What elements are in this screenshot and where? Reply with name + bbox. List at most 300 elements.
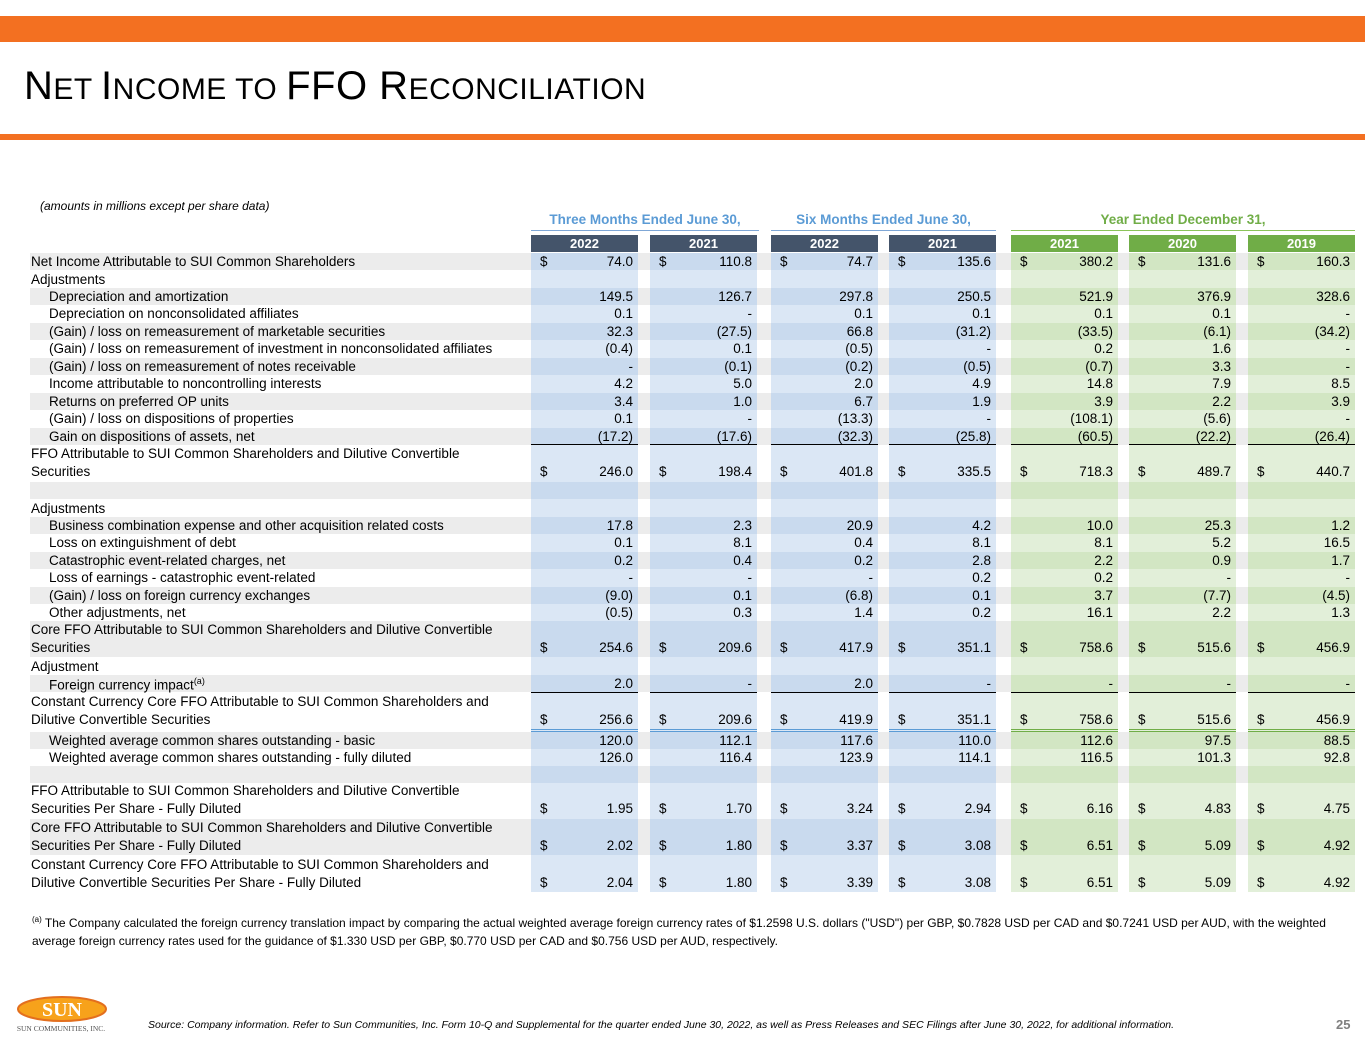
value: 5.09	[1204, 838, 1231, 853]
value: 149.5	[599, 289, 633, 304]
value: -	[1345, 411, 1350, 426]
value-cell	[650, 393, 757, 410]
value-cell	[889, 856, 996, 892]
value: 209.6	[718, 712, 752, 727]
value: (32.3)	[837, 429, 873, 444]
value-cell	[531, 500, 638, 517]
value-cell	[1129, 693, 1236, 729]
value-cell	[771, 253, 878, 270]
dollar-sign: $	[1257, 875, 1265, 890]
value-cell	[1011, 552, 1118, 569]
value: 8.5	[1331, 376, 1350, 391]
value-cell	[889, 271, 996, 288]
table-row	[0, 393, 1365, 410]
underline	[1129, 692, 1236, 693]
footnote: $^{(a)}$ The Company calculated the foreign currency translation impact by comparing the actual weighted average foreign currency rates of $1.2598 U.S. dollars ("USD") per GBP, $0.7828 USD per CAD and $0.7241 USD per AUD, with the weighted average foreign currency rates used for the guidance of $1.330 USD per GBP, $0.770 USD per CAD and $0.756 USD per AUD, respectively.	[32, 915, 1326, 948]
table-row	[0, 856, 1365, 892]
value: 16.1	[1086, 605, 1113, 620]
dollar-sign: $	[780, 838, 788, 853]
row-label: Adjustments	[31, 501, 106, 516]
value: 0.2	[972, 570, 991, 585]
value: 328.6	[1316, 289, 1350, 304]
value: 16.5	[1323, 535, 1350, 550]
value-cell	[1129, 856, 1236, 892]
dollar-sign: $	[898, 838, 906, 853]
column-band-shade	[889, 766, 996, 783]
value-cell	[1248, 305, 1355, 322]
value: -	[747, 570, 752, 585]
value: -	[1345, 341, 1350, 356]
table-row	[0, 621, 1365, 657]
source-note: Source: Company information. Refer to Sun Communities, Inc. Form 10-Q and Supplemental for the quarter ended June 30, 2022, as well as Press Releases and SEC Filings after June 30, 2022, for additional information.	[148, 1019, 1175, 1031]
value-cell	[1129, 749, 1236, 766]
value: 2.0	[854, 376, 873, 391]
value-cell	[1248, 340, 1355, 357]
value-cell	[1248, 552, 1355, 569]
value-cell	[771, 428, 878, 445]
table-row	[0, 749, 1365, 766]
column-band-shade	[1011, 482, 1118, 499]
value-cell	[650, 732, 757, 749]
value-cell	[1011, 305, 1118, 322]
value-cell	[771, 393, 878, 410]
table-row	[0, 604, 1365, 621]
value: 1.80	[725, 875, 752, 890]
value: (5.6)	[1203, 411, 1231, 426]
value-cell	[531, 732, 638, 749]
underline	[1248, 444, 1355, 445]
value: 0.2	[1094, 341, 1113, 356]
value-cell	[889, 552, 996, 569]
dollar-sign: $	[780, 640, 788, 655]
value: 0.4	[854, 535, 873, 550]
value-cell	[771, 305, 878, 322]
value-cell	[650, 569, 757, 586]
dollar-sign: $	[1020, 254, 1028, 269]
value: -	[1345, 676, 1350, 691]
underline	[889, 444, 996, 445]
value-cell	[1011, 358, 1118, 375]
value-cell	[771, 604, 878, 621]
value: -	[628, 359, 633, 374]
value: 114.1	[958, 750, 991, 765]
value: 515.6	[1197, 712, 1231, 727]
value: 1.6	[1212, 341, 1231, 356]
value: 74.7	[846, 254, 873, 269]
value: 401.8	[839, 464, 873, 479]
value: 1.2	[1331, 518, 1350, 533]
value-cell	[531, 323, 638, 340]
value-cell	[1011, 393, 1118, 410]
value-cell	[1248, 393, 1355, 410]
value: 758.6	[1079, 712, 1113, 727]
value-cell	[1129, 288, 1236, 305]
row-label: (Gain) / loss on remeasurement of notes receivable	[49, 359, 356, 374]
value: -	[986, 411, 991, 426]
value: 0.9	[1212, 553, 1231, 568]
value: -	[1108, 676, 1113, 691]
value-cell	[1248, 375, 1355, 392]
value-cell	[1248, 658, 1355, 675]
value: (31.2)	[955, 324, 991, 339]
table-row	[0, 517, 1365, 534]
value-cell	[531, 410, 638, 427]
value: 3.3	[1212, 359, 1231, 374]
dollar-sign: $	[1257, 712, 1265, 727]
value: 0.1	[614, 535, 633, 550]
value-cell	[1248, 604, 1355, 621]
row-label: Loss on extinguishment of debt	[49, 535, 236, 550]
value: 2.0	[614, 676, 633, 691]
underline	[889, 692, 996, 693]
dollar-sign: $	[540, 801, 548, 816]
value-cell	[650, 271, 757, 288]
row-label: Foreign currency impact$^{(a)}$	[49, 676, 205, 693]
dollar-sign: $	[1257, 801, 1265, 816]
value-cell	[889, 732, 996, 749]
value: -	[747, 411, 752, 426]
table-row	[0, 340, 1365, 357]
table-row	[0, 693, 1365, 729]
value-cell	[1248, 782, 1355, 818]
value: 10.0	[1086, 518, 1113, 533]
value-cell	[1011, 732, 1118, 749]
value-cell	[531, 749, 638, 766]
value: 14.8	[1086, 376, 1113, 391]
value-cell	[771, 358, 878, 375]
value: 8.1	[1094, 535, 1113, 550]
value: (17.2)	[597, 429, 633, 444]
dollar-sign: $	[1020, 801, 1028, 816]
value: 489.7	[1197, 464, 1231, 479]
underline	[650, 692, 757, 693]
value-cell	[1248, 732, 1355, 749]
value: 0.1	[733, 588, 752, 603]
value: 6.51	[1086, 838, 1113, 853]
value-cell	[1248, 500, 1355, 517]
value-cell	[889, 749, 996, 766]
value: 126.7	[718, 289, 752, 304]
value: 1.9	[972, 394, 991, 409]
value-cell	[650, 604, 757, 621]
dollar-sign: $	[780, 801, 788, 816]
value-cell	[650, 621, 757, 657]
value-cell	[889, 675, 996, 692]
dollar-sign: $	[1138, 838, 1146, 853]
value: (33.5)	[1077, 324, 1113, 339]
value-cell	[1011, 569, 1118, 586]
value: -	[747, 676, 752, 691]
value-cell	[771, 819, 878, 855]
value-cell	[1011, 517, 1118, 534]
value: 2.02	[606, 838, 633, 853]
value-cell	[531, 393, 638, 410]
value-cell	[1248, 856, 1355, 892]
value: 1.3	[1331, 605, 1350, 620]
value-cell	[889, 534, 996, 551]
value-cell	[1248, 587, 1355, 604]
value-cell	[1129, 445, 1236, 481]
underline	[771, 729, 878, 732]
underline	[889, 729, 996, 732]
table-row	[0, 253, 1365, 270]
value: 8.1	[733, 535, 752, 550]
value-cell	[1129, 552, 1236, 569]
dollar-sign: $	[1020, 875, 1028, 890]
underline	[1248, 729, 1355, 732]
row-label: Net Income Attributable to SUI Common Shareholders	[31, 254, 356, 269]
dollar-sign: $	[1138, 640, 1146, 655]
value: 4.9	[972, 376, 991, 391]
value: 0.1	[1094, 306, 1113, 321]
value: 0.2	[614, 553, 633, 568]
value-cell	[1248, 428, 1355, 445]
value: 209.6	[718, 640, 752, 655]
value: 4.2	[614, 376, 633, 391]
value-cell	[1248, 358, 1355, 375]
value: 117.6	[840, 733, 873, 748]
value: 246.0	[599, 464, 633, 479]
value-cell	[1129, 604, 1236, 621]
value-cell	[771, 782, 878, 818]
table-row	[0, 732, 1365, 749]
value-cell	[650, 428, 757, 445]
value: 97.5	[1204, 733, 1231, 748]
value-cell	[889, 782, 996, 818]
dollar-sign: $	[1138, 712, 1146, 727]
value: (0.1)	[724, 359, 752, 374]
value: (0.7)	[1085, 359, 1113, 374]
row-label: (Gain) / loss on foreign currency exchanges	[49, 588, 311, 603]
value: 1.70	[725, 801, 752, 816]
value-cell	[1129, 819, 1236, 855]
column-band-shade	[1129, 482, 1236, 499]
value-cell	[1248, 271, 1355, 288]
value-cell	[1129, 675, 1236, 692]
value: 74.0	[606, 254, 633, 269]
value-cell	[1011, 782, 1118, 818]
value-cell	[771, 621, 878, 657]
year-header-1: 2021	[650, 235, 757, 252]
value: 20.9	[846, 518, 873, 533]
value: 351.1	[957, 712, 991, 727]
value-cell	[1129, 271, 1236, 288]
dollar-sign: $	[780, 875, 788, 890]
row-label: Core FFO Attributable to SUI Common Shareholders and Dilutive Convertible Securities	[31, 622, 493, 655]
value: 0.2	[972, 605, 991, 620]
value-cell	[1011, 445, 1118, 481]
table-row	[0, 819, 1365, 855]
underline	[531, 692, 638, 693]
value-cell	[531, 587, 638, 604]
value: 2.3	[733, 518, 752, 533]
value: 718.3	[1079, 464, 1113, 479]
column-band-shade	[531, 482, 638, 499]
value-cell	[889, 410, 996, 427]
value: 1.95	[606, 801, 633, 816]
column-band-shade	[889, 482, 996, 499]
svg-text:SUN: SUN	[41, 999, 83, 1021]
value-cell	[531, 569, 638, 586]
dollar-sign: $	[540, 640, 548, 655]
value: -	[868, 570, 873, 585]
value-cell	[650, 500, 757, 517]
value-cell	[1129, 534, 1236, 551]
value: 521.9	[1079, 289, 1113, 304]
units-note: (amounts in millions except per share data)	[40, 199, 270, 213]
value: 256.6	[599, 712, 633, 727]
underline	[1011, 692, 1118, 693]
value-cell	[650, 749, 757, 766]
value: 2.94	[964, 801, 991, 816]
row-label: (Gain) / loss on dispositions of properties	[49, 411, 294, 426]
value-cell	[771, 500, 878, 517]
value: 376.9	[1197, 289, 1231, 304]
value: 5.09	[1204, 875, 1231, 890]
value: (0.4)	[605, 341, 633, 356]
underline	[531, 729, 638, 732]
value-cell	[889, 604, 996, 621]
value-cell	[889, 340, 996, 357]
column-band-shade	[1129, 766, 1236, 783]
table-row	[0, 552, 1365, 569]
value: 1.7	[1331, 553, 1350, 568]
dollar-sign: $	[898, 640, 906, 655]
value: 101.3	[1197, 750, 1231, 765]
dollar-sign: $	[540, 254, 548, 269]
row-label: Depreciation and amortization	[49, 289, 229, 304]
value: 110.0	[958, 733, 991, 748]
value-cell	[650, 819, 757, 855]
value-cell	[650, 856, 757, 892]
value: 112.1	[719, 733, 752, 748]
value: 4.92	[1323, 875, 1350, 890]
value-cell	[1129, 410, 1236, 427]
svg-text:SUN COMMUNITIES, INC.: SUN COMMUNITIES, INC.	[16, 1024, 106, 1033]
value-cell	[1011, 340, 1118, 357]
value: 66.8	[846, 324, 873, 339]
table-row	[0, 445, 1365, 481]
value: 3.37	[846, 838, 873, 853]
dollar-sign: $	[898, 801, 906, 816]
value-cell	[771, 323, 878, 340]
table-row	[0, 658, 1365, 675]
value-cell	[1011, 271, 1118, 288]
value-cell	[650, 375, 757, 392]
value-cell	[1011, 621, 1118, 657]
row-label: FFO Attributable to SUI Common Shareholders and Dilutive Convertible Securities	[31, 446, 460, 479]
value: (22.2)	[1195, 429, 1231, 444]
value: 3.08	[964, 875, 991, 890]
value: 8.1	[972, 535, 991, 550]
value: 198.4	[718, 464, 752, 479]
value: 0.2	[1094, 570, 1113, 585]
value: 6.51	[1086, 875, 1113, 890]
value-cell	[1129, 732, 1236, 749]
value-cell	[771, 288, 878, 305]
value-cell	[1248, 693, 1355, 729]
value: 0.4	[733, 553, 752, 568]
value-cell	[650, 340, 757, 357]
table-row	[0, 569, 1365, 586]
value: 123.9	[839, 750, 873, 765]
value-cell	[650, 323, 757, 340]
value-cell	[531, 253, 638, 270]
value: (6.8)	[845, 588, 873, 603]
sun-communities-logo	[10, 996, 112, 1034]
dollar-sign: $	[659, 875, 667, 890]
dollar-sign: $	[1138, 254, 1146, 269]
value: 351.1	[957, 640, 991, 655]
value: (13.3)	[837, 411, 873, 426]
value-cell	[1129, 587, 1236, 604]
value-cell	[889, 305, 996, 322]
table-row	[0, 410, 1365, 427]
value: 1.80	[725, 838, 752, 853]
value-cell	[1129, 658, 1236, 675]
value-cell	[650, 587, 757, 604]
group-header-year: Year Ended December 31,	[1011, 212, 1355, 231]
value: 126.0	[599, 750, 633, 765]
value-cell	[1011, 410, 1118, 427]
value: 440.7	[1316, 464, 1350, 479]
value: 0.1	[854, 306, 873, 321]
row-label: Returns on preferred OP units	[49, 394, 229, 409]
value: 4.2	[972, 518, 991, 533]
value: -	[1226, 570, 1231, 585]
column-band-shade	[650, 482, 757, 499]
value-cell	[1248, 323, 1355, 340]
value-cell	[531, 675, 638, 692]
value-cell	[1248, 253, 1355, 270]
value: (27.5)	[716, 324, 752, 339]
dollar-sign: $	[1138, 464, 1146, 479]
value-cell	[650, 517, 757, 534]
value-cell	[1129, 305, 1236, 322]
value: -	[1345, 570, 1350, 585]
value-cell	[650, 534, 757, 551]
dollar-sign: $	[1257, 464, 1265, 479]
value-cell	[1011, 604, 1118, 621]
value: 0.1	[972, 588, 991, 603]
column-band-shade	[771, 482, 878, 499]
value-cell	[531, 340, 638, 357]
value: 456.9	[1316, 712, 1350, 727]
row-label: Business combination expense and other acquisition related costs	[49, 518, 444, 533]
underline	[771, 692, 878, 693]
row-label: Income attributable to noncontrolling interests	[49, 376, 322, 391]
value: 110.8	[719, 254, 752, 269]
value: 254.6	[599, 640, 633, 655]
value-cell	[650, 305, 757, 322]
value-cell	[889, 587, 996, 604]
dollar-sign: $	[780, 464, 788, 479]
year-header-4: 2021	[1011, 235, 1118, 252]
value-cell	[531, 375, 638, 392]
value-cell	[531, 552, 638, 569]
value-cell	[1011, 587, 1118, 604]
value-cell	[889, 517, 996, 534]
value: 3.4	[614, 394, 633, 409]
column-band-shade	[1011, 766, 1118, 783]
row-label: Adjustments	[31, 272, 106, 287]
year-header-3: 2021	[889, 235, 996, 252]
value: (0.5)	[605, 605, 633, 620]
underline	[1129, 729, 1236, 732]
value: 3.9	[1094, 394, 1113, 409]
table-row	[0, 323, 1365, 340]
value: 25.3	[1204, 518, 1231, 533]
